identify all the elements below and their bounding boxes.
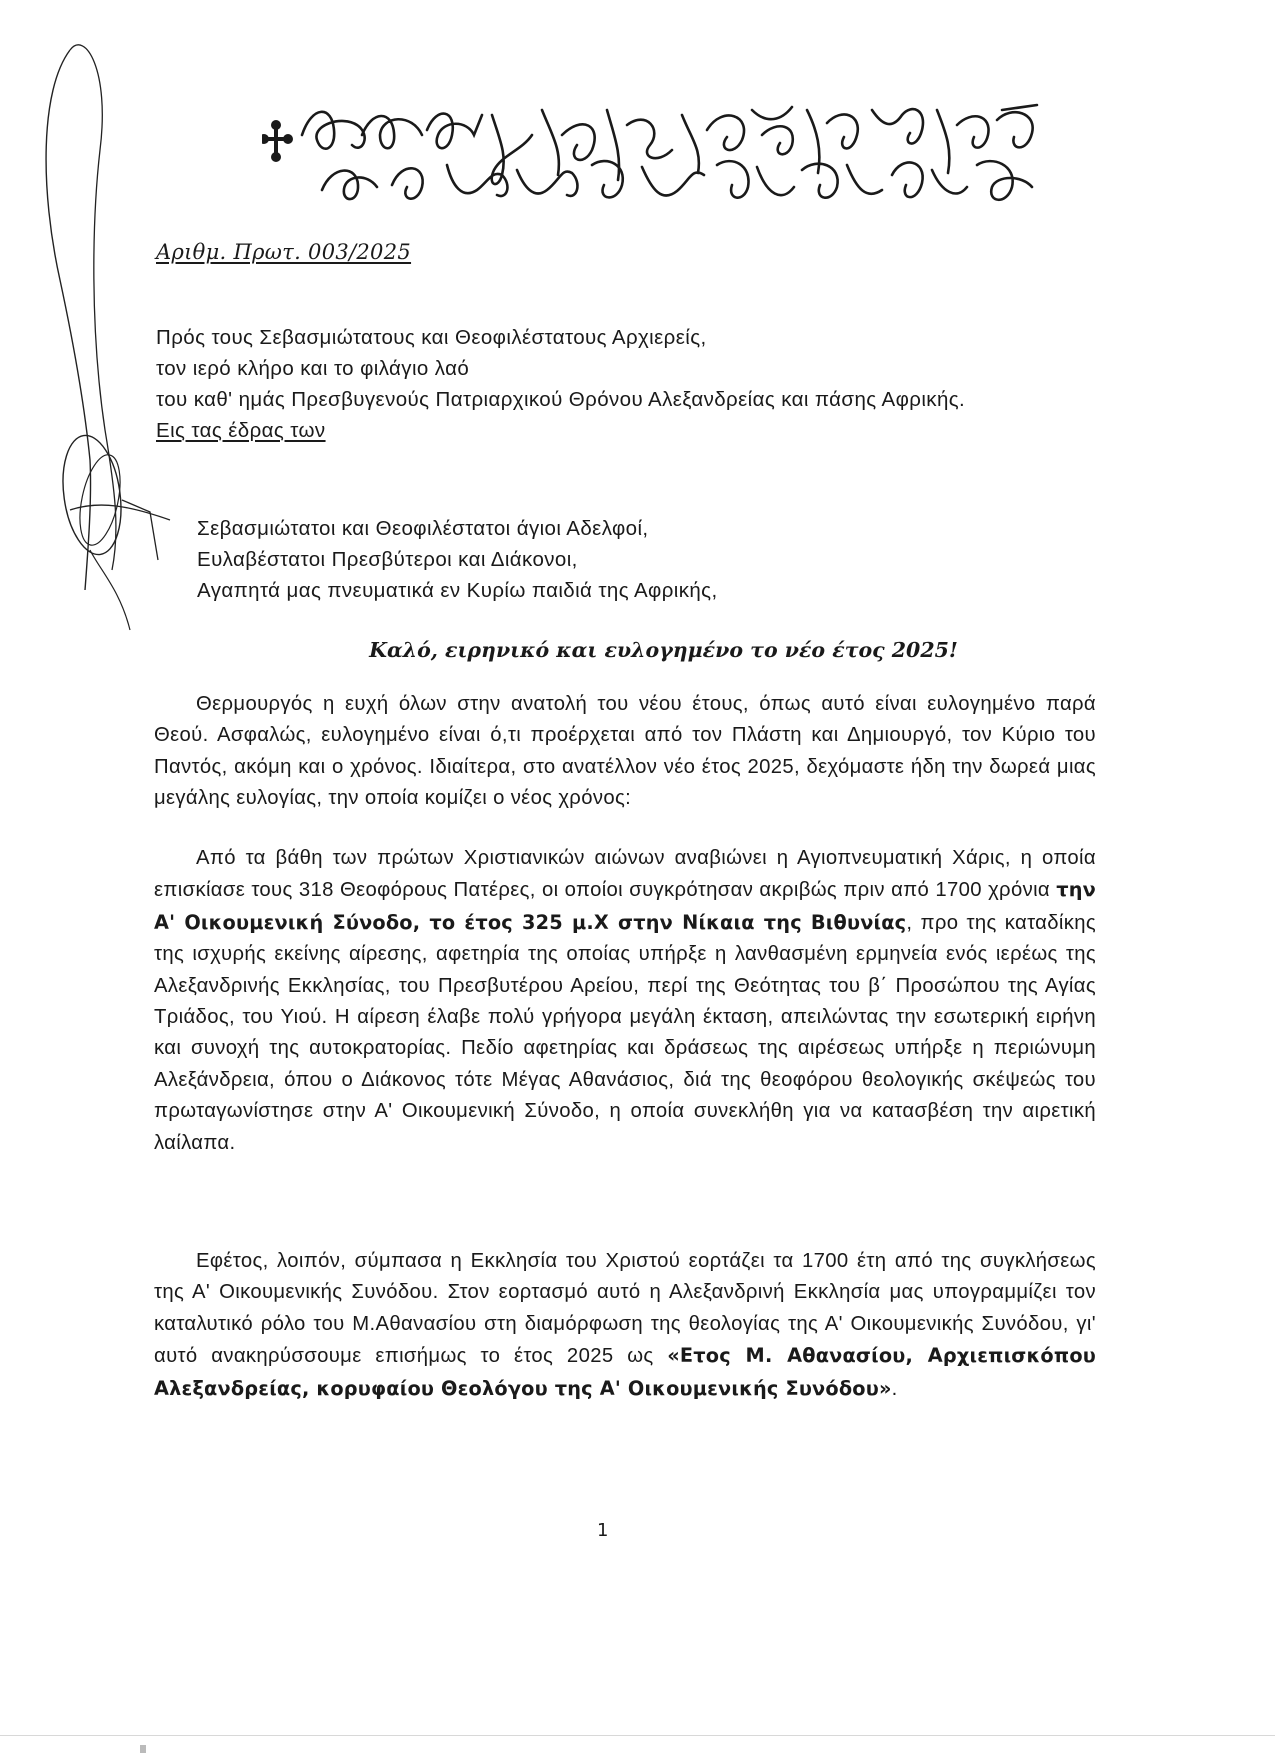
addressee-block [156,322,965,446]
salutation-line: Σεβασμιώτατοι και Θεοφιλέστατοι άγιοι Αδελφοί, [197,517,649,540]
paragraph-emphasis: «Ετος Μ. Αθανασίου, Αρχιεπισκόπου Αλεξανδρείας, κορυφαίου Θεολόγου της Α' Οικουμενικής Συνόδου» [154,1344,1096,1400]
paragraph-emphasis: την Α' Οικουμενική Σύνοδο, το έτος 325 μ.Χ στην Νίκαια της Βιθυνίας [154,878,1096,934]
paragraph [154,843,1096,1159]
salutation-line: Ευλαβέστατοι Πρεσβύτεροι και Διάκονοι, [197,548,578,571]
paragraph-text-part: Εφέτος, λοιπόν, σύμπασα η Εκκλησία του Χριστού εορτάζει τα 1700 έτη από της συγκλήσεως της Α' Οικουμενικής Συνόδου. Στον εορτασμό αυτό η Αλεξανδρινή Εκκλησία μας υπογραμμίζει τον καταλυτικό ρόλο του Μ.Αθανασίου στη διαμόρφωση της θεολογίας της Α' Οικουμενικής Συνόδου, γι' αυτό ανακηρύσσουμε επισήμως το έτος 2025 ως [154,1250,1096,1368]
paragraph-text-part: Από τα βάθη των πρώτων Χριστιανικών αιώνων αναβιώνει η Αγιοπνευματική Χάρις, η οποία επισκίασε τους 318 Θεοφόρους Πατέρες, οι οποίοι συγκρότησαν ακριβώς πριν από 1700 χρόνια [154,847,1096,902]
salutation-line: Αγαπητά μας πνευματικά εν Κυρίω παιδιά της Αφρικής, [197,579,718,602]
paragraph [154,689,1096,815]
addressee-line: Εις τας έδρας των [156,419,326,442]
page-number: 1 [597,1520,609,1541]
scan-edge-line [0,1735,1275,1736]
protocol-number: Αριθμ. Πρωτ. 003/2025 [156,240,412,264]
salutation-block [197,513,718,606]
paragraph-text-part: , προ της καταδίκης της ισχυρής εκείνης αίρεσης, αφετηρία της οποίας υπήρξε η λανθασμένη ερμηνεία ενός ιερέως της Αλεξανδρινής Εκκλησίας, του Πρεσβυτέρου Αρείου, περί της Θεότητας του β΄ Προσώπου της Αγίας Τριάδος, του Υιού. Η αίρεση έλαβε πολύ γρήγορα μεγάλη έκταση, απειλώντας την εσωτερική ειρήνη και συνοχή της αυτοκρατορίας. Πεδίο αφετηρίας και δράσεως της αιρέσεως υπήρξε η περιώνυμη Αλεξάνδρεια, όπου ο Διάκονος τότε Μέγας Αθανάσιος, διά της θεοφόρου θεολογικής σκέψεώς του πρωταγωνίστησε στην Α' Οικουμενική Σύνοδο, η οποία συνεκλήθη για να κατασβέση την αιρετική λαίλαπα. [154,911,1096,1154]
scan-edge-mark [140,1745,146,1753]
addressee-line: του καθ' ημάς Πρεσβυγενούς Πατριαρχικού Θρόνου Αλεξανδρείας και πάσης Αφρικής. [156,388,966,411]
paragraph-text-part: . [891,1377,898,1400]
paragraph-text: Θερμουργός η ευχή όλων στην ανατολή του νέου έτους, όπως αυτό είναι ευλογημένο παρά Θεού. Ασφαλώς, ευλογημένο είναι ό,τι προέρχεται από τον Πλάστη και Δημιουργό, τον Κύριο του Παντός, ακόμη και ο χρόνος. Ιδιαίτερα, στο ανατέλλον νέο έτος 2025, δεχόμαστε ήδη την δωρεά μιας μεγάλης ευλογίας, την οποία κομίζει ο νέος χρόνος: [154,693,1096,810]
addressee-line: τον ιερό κλήρο και το φιλάγιο λαό [156,357,470,380]
cross-icon [262,122,291,160]
patriarchal-signature-header [262,95,1042,210]
new-year-wish: Καλό, ειρηνικό και ευλογημένο το νέο έτος 2025! [369,638,958,662]
paragraph-text [154,1246,1096,1405]
paragraph [154,1246,1096,1405]
addressee-line: Πρός τους Σεβασμιώτατους και Θεοφιλέστατους Αρχιερείς, [156,326,707,349]
paragraph-text [154,843,1096,1159]
